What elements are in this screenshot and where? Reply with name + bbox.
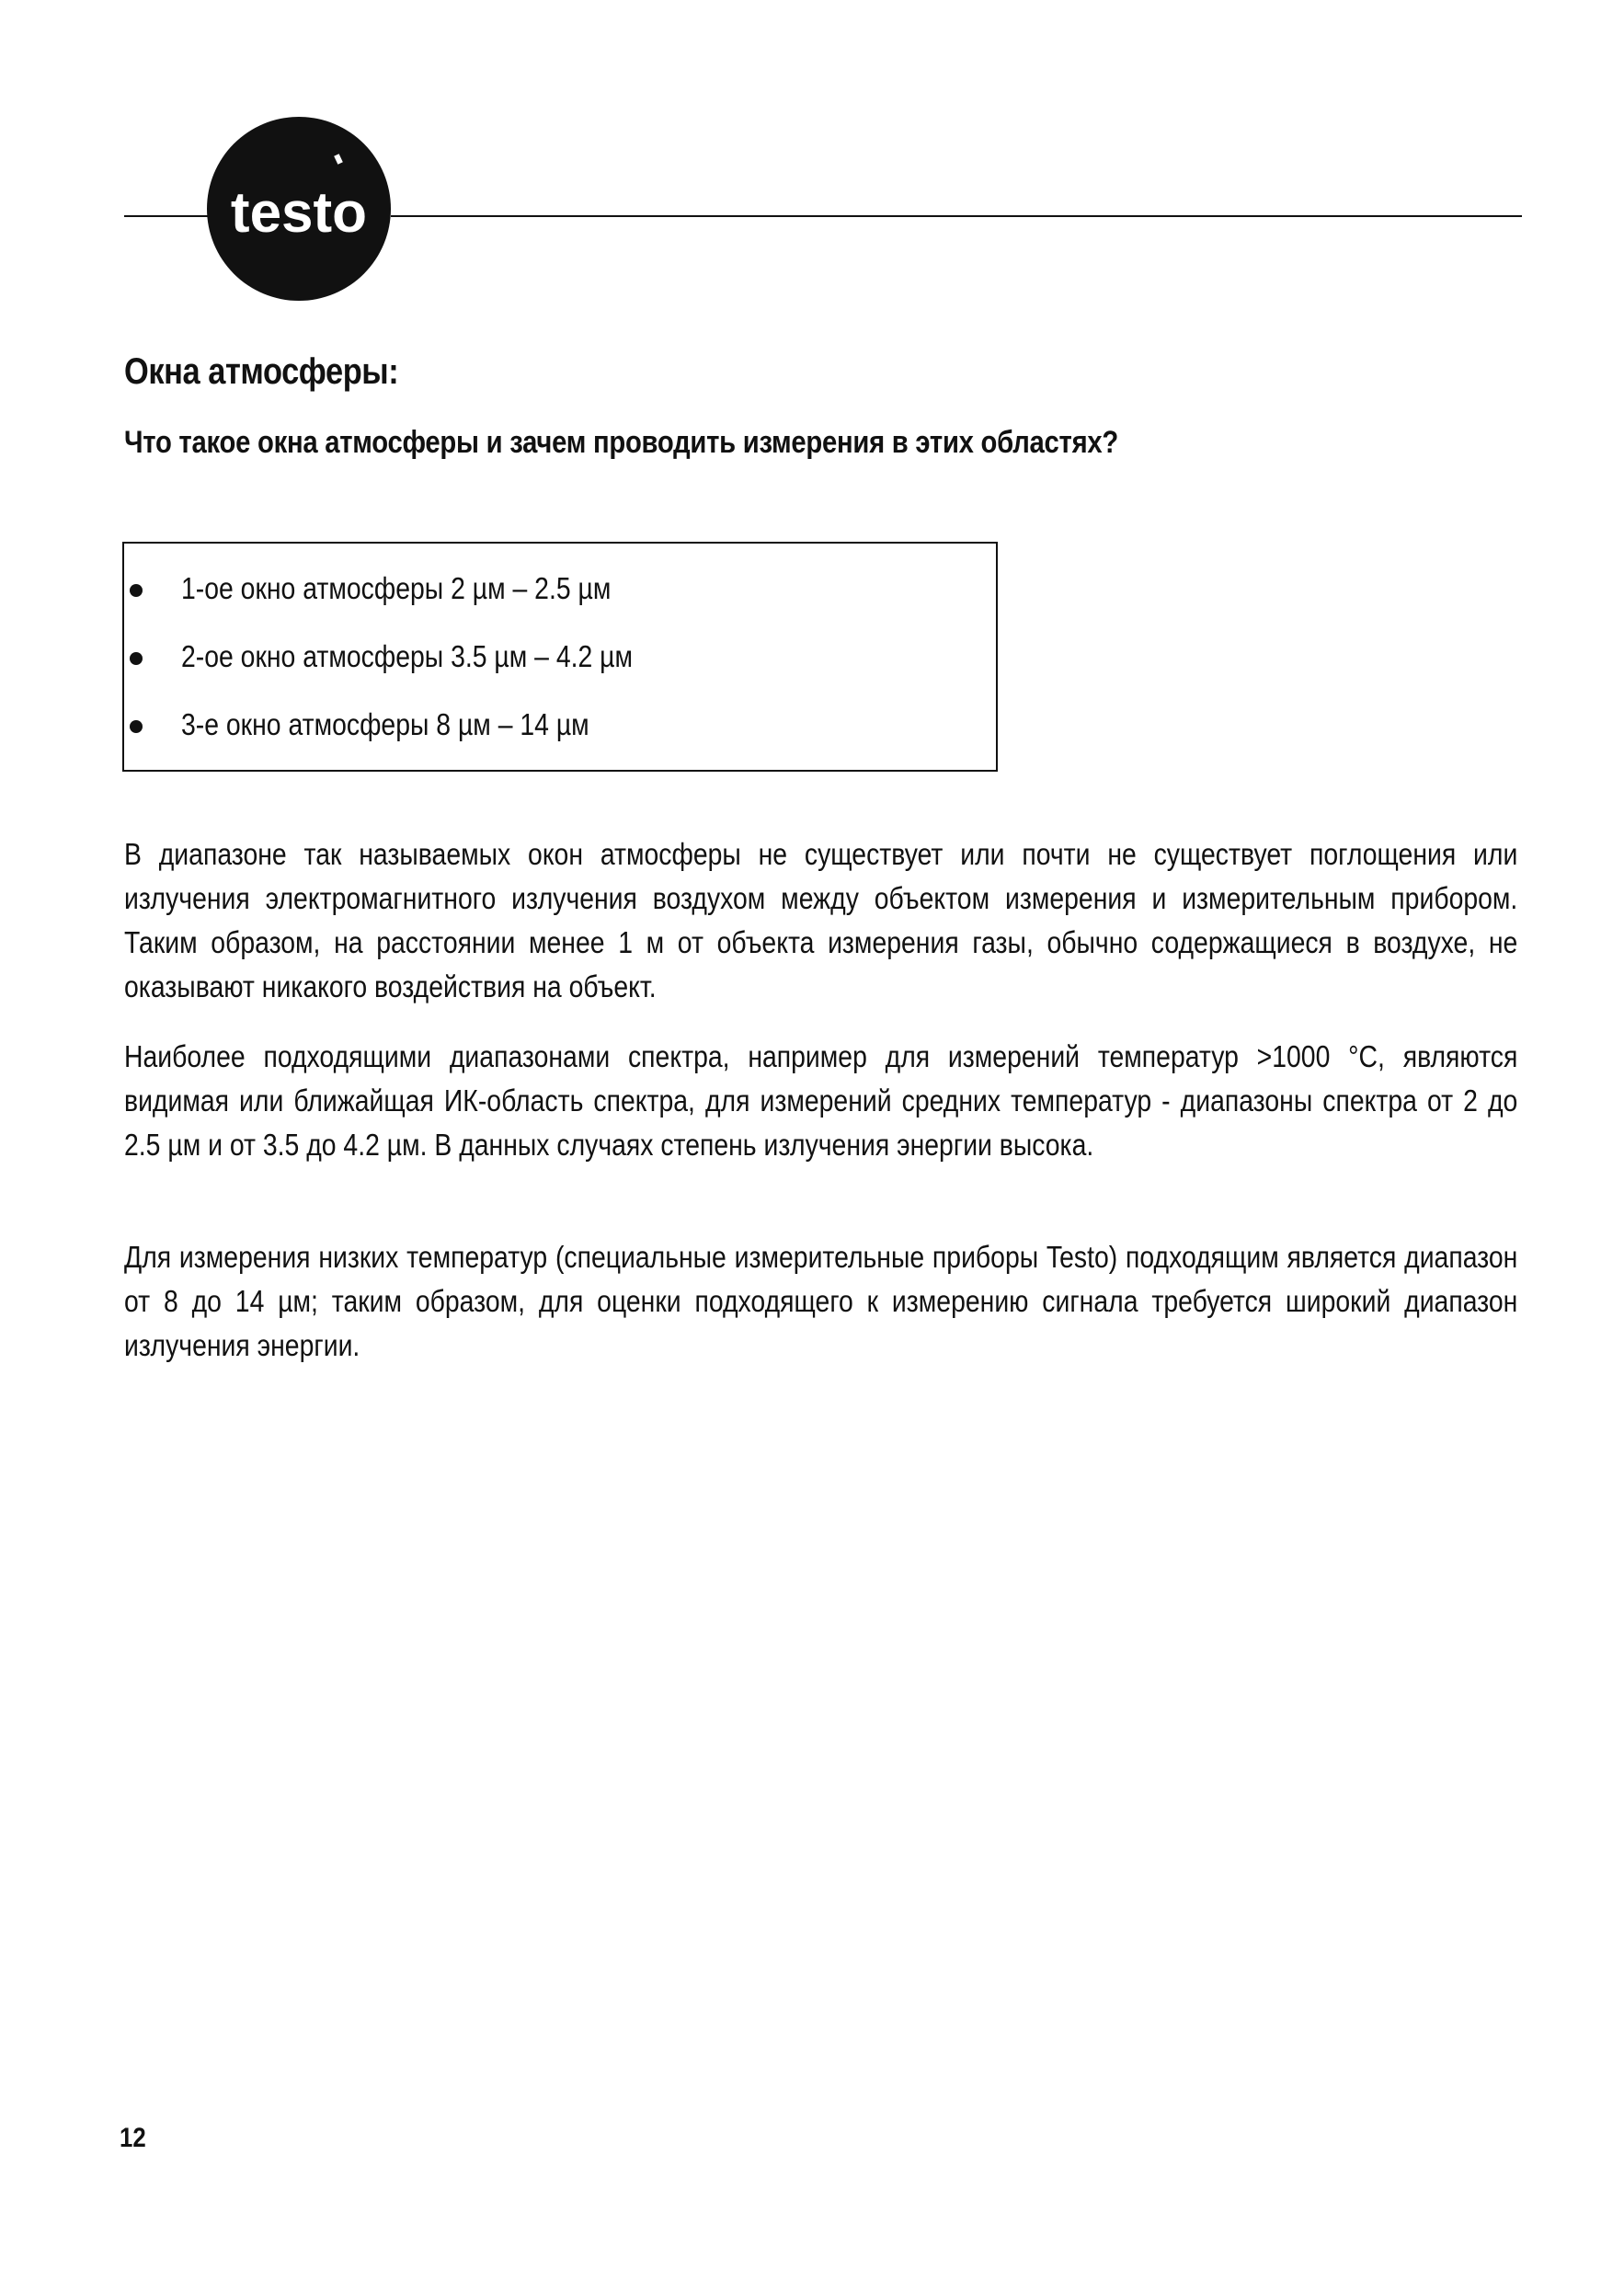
paragraph xyxy=(124,1235,1517,1368)
atmosphere-windows-box xyxy=(122,542,998,772)
paragraph-text: Для измерения низких температур (специальные измерительные приборы Testo) подходящим является диапазон от 8 до 14 µм; таким образом, для оценки подходящего к измерению сигнала требуется широкий диапазон излучения энергии. xyxy=(124,1240,1518,1362)
page-number: 12 xyxy=(120,2123,146,2153)
paragraph xyxy=(124,1035,1517,1167)
testo-logo-text: testo xyxy=(230,181,368,245)
testo-logo-icon xyxy=(204,114,394,304)
page-subheading: Что такое окна атмосферы и зачем проводить измерения в этих областях? xyxy=(124,425,1119,460)
list-item-text: 2-ое окно атмосферы 3.5 µм – 4.2 µм xyxy=(181,639,634,673)
page-heading: Окна атмосферы: xyxy=(124,351,399,392)
bullet-icon xyxy=(130,584,143,597)
paragraph-text: В диапазоне так называемых окон атмосферы не существует или почти не существует поглощения или излучения электромагнитного излучения воздухом между объектом измерения и измерительным прибором. Таким образом, на расстоянии менее 1 м от объекта измерения газы, обычно содержащиеся в воздухе, не оказывают никакого воздействия на объект. xyxy=(124,837,1518,1003)
list-item-text: 1-ое окно атмосферы 2 µм – 2.5 µм xyxy=(181,571,612,605)
bullet-icon xyxy=(130,652,143,665)
paragraph-text: Наиболее подходящими диапазонами спектра, например для измерений температур >1000 °С, являются видимая или ближайщая ИК-область спектра, для измерений средних температур - диапазоны спектра от 2 до 2.5 µм и от 3.5 до 4.2 µм. В данных случаях степень излучения энергии высока. xyxy=(124,1039,1518,1162)
testo-logo xyxy=(204,114,394,304)
header-rule-right xyxy=(391,215,1522,217)
paragraph xyxy=(124,832,1517,1009)
header-rule-left xyxy=(124,215,216,217)
bullet-icon xyxy=(130,720,143,733)
list-item-text: 3-е окно атмосферы 8 µм – 14 µм xyxy=(181,707,589,741)
